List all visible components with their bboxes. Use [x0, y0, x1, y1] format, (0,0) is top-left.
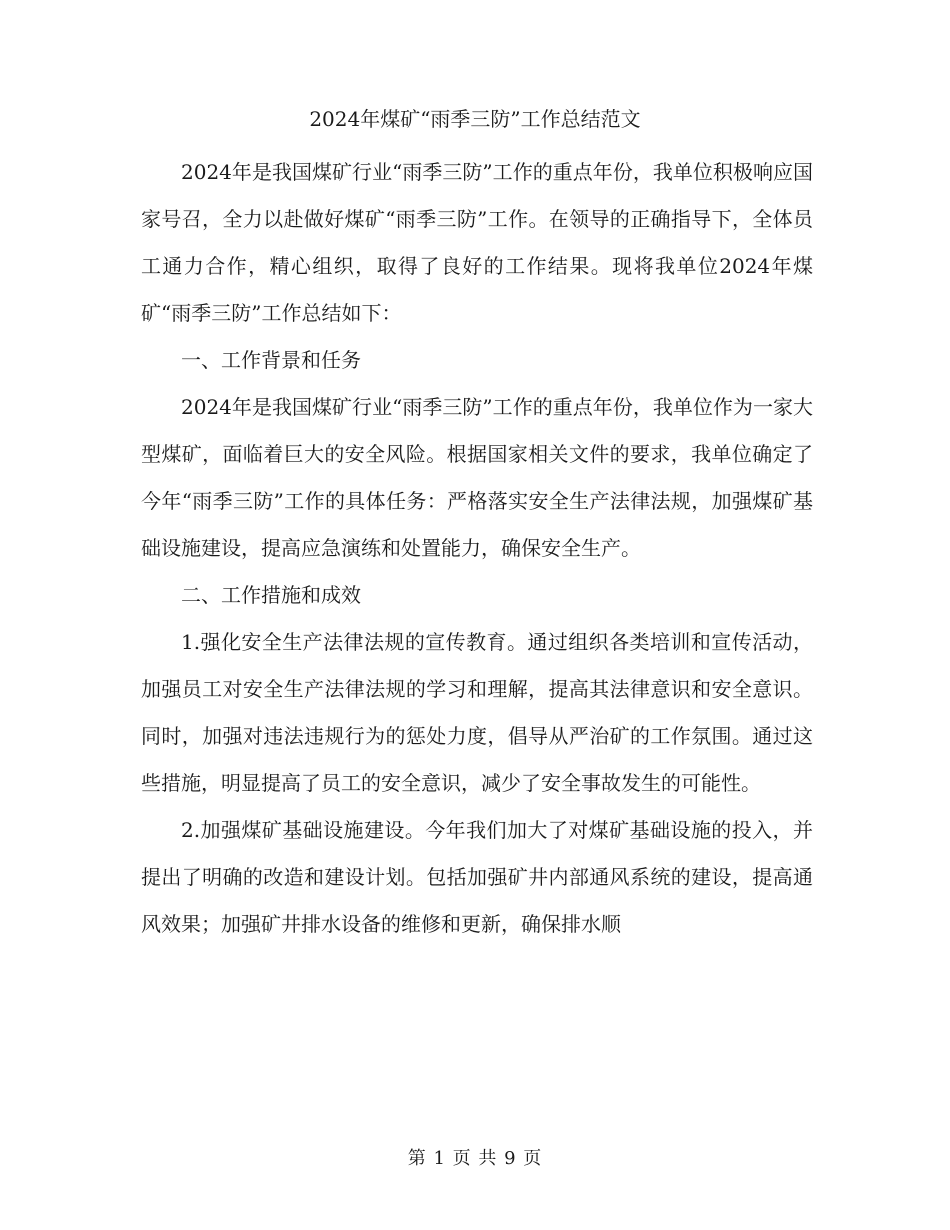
document-body	[141, 149, 813, 948]
page-number-footer: 第 1 页 共 9 页	[407, 1148, 543, 1169]
section-heading-measures: 二、工作措施和成效	[181, 583, 361, 607]
measure-paragraph-2: 2.加强煤矿基础设施建设。今年我们加大了对煤矿基础设施的投入，并提出了明确的改造和建设计划。包括加强矿井内部通风系统的建设，提高通风效果；加强矿井排水设备的维修和更新，确保排水顺	[141, 818, 813, 936]
measure-paragraph-1: 1.强化安全生产法律法规的宣传教育。通过组织各类培训和宣传活动，加强员工对安全生产法律法规的学习和理解，提高其法律意识和安全意识。同时，加强对违法违规行为的惩处力度，倡导从严治矿的工作氛围。通过这些措施，明显提高了员工的安全意识，减少了安全事故发生的可能性。	[141, 630, 813, 795]
background-paragraph: 2024年是我国煤矿行业“雨季三防”工作的重点年份，我单位作为一家大型煤矿，面临着巨大的安全风险。根据国家相关文件的要求，我单位确定了今年“雨季三防”工作的具体任务：严格落实安全生产法律法规，加强煤矿基础设施建设，提高应急演练和处置能力，确保安全生产。	[141, 395, 813, 560]
section-heading-background: 一、工作背景和任务	[181, 348, 361, 372]
intro-paragraph: 2024年是我国煤矿行业“雨季三防”工作的重点年份，我单位积极响应国家号召，全力以赴做好煤矿“雨季三防”工作。在领导的正确指导下，全体员工通力合作，精心组织，取得了良好的工作结果。现将我单位2024年煤矿“雨季三防”工作总结如下：	[141, 160, 813, 325]
document-title: 2024年煤矿“雨季三防”工作总结范文	[309, 107, 641, 131]
